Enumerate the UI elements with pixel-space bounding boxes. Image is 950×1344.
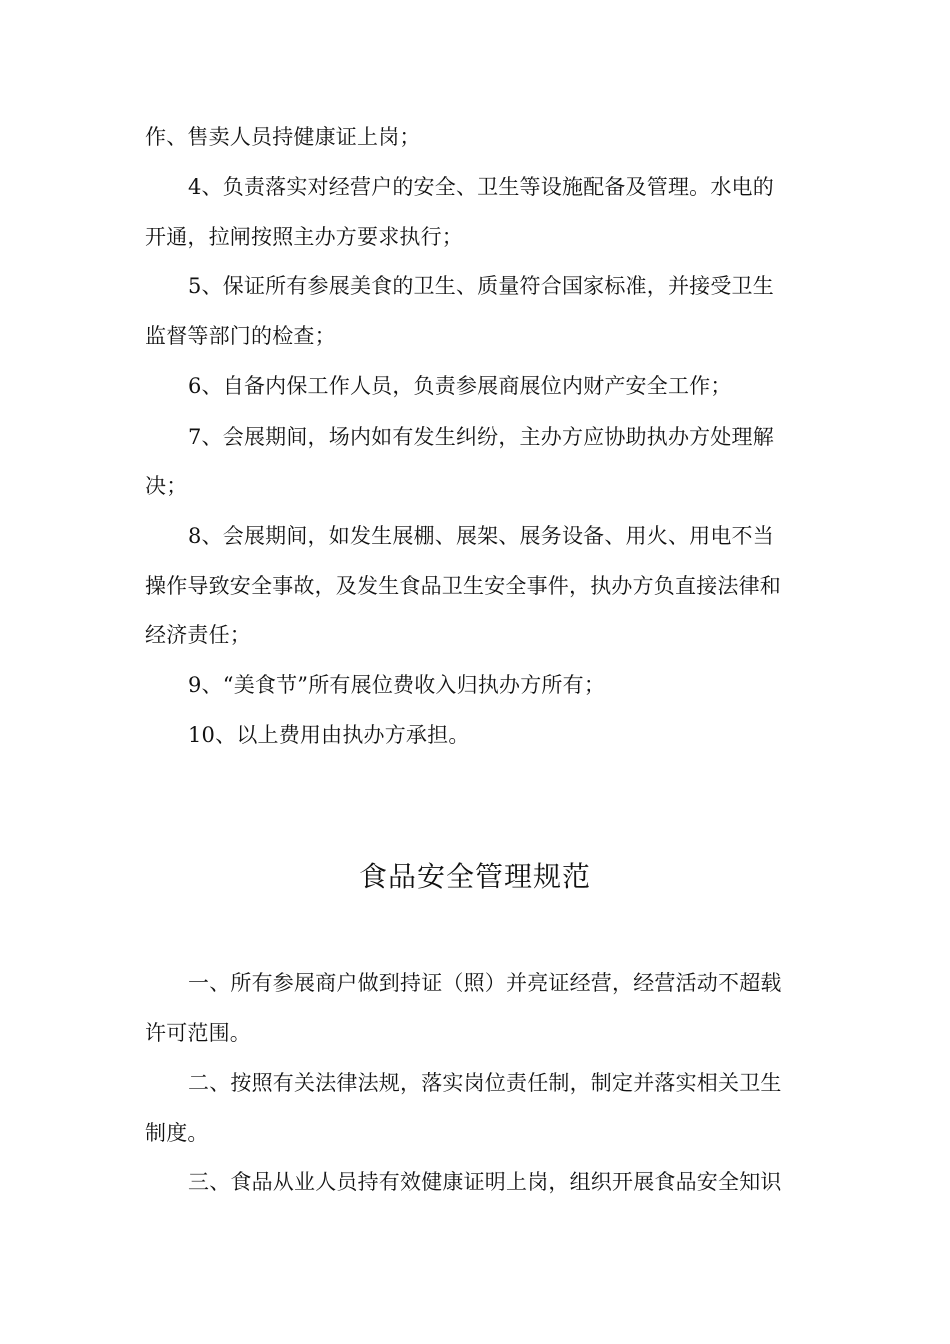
list-item-10: 10、以上费用由执办方承担。 — [188, 723, 470, 747]
rule-item-3: 三、食品从业人员持有效健康证明上岗，组织开展食品安全知识 — [188, 1170, 782, 1194]
list-item-9: 9、“美食节”所有展位费收入归执办方所有； — [188, 673, 606, 697]
list-item-7: 7、会展期间，场内如有发生纠纷，主办方应协助执办方处理解 — [188, 425, 774, 449]
body-line: 操作导致安全事故，及发生食品卫生安全事件，执办方负直接法律和 — [145, 574, 781, 598]
list-item-5: 5、保证所有参展美食的卫生、质量符合国家标准，并接受卫生 — [188, 274, 774, 298]
rule-item-2: 二、按照有关法律法规，落实岗位责任制，制定并落实相关卫生 — [188, 1071, 782, 1095]
body-line: 决； — [145, 474, 188, 498]
body-line: 许可范围。 — [145, 1021, 251, 1045]
list-item-4: 4、负责落实对经营户的安全、卫生等设施配备及管理。水电的 — [188, 175, 774, 199]
body-line: 制度。 — [145, 1121, 209, 1145]
section-title: 食品安全管理规范 — [358, 860, 591, 893]
body-line: 开通，拉闸按照主办方要求执行； — [145, 225, 463, 249]
list-item-6: 6、自备内保工作人员，负责参展商展位内财产安全工作； — [188, 374, 732, 398]
rule-item-1: 一、所有参展商户做到持证（照）并亮证经营，经营活动不超载 — [188, 971, 782, 995]
body-line: 作、售卖人员持健康证上岗； — [145, 125, 421, 149]
body-line: 监督等部门的检查； — [145, 324, 336, 348]
list-item-8: 8、会展期间，如发生展棚、展架、展务设备、用火、用电不当 — [188, 524, 774, 548]
body-line: 经济责任； — [145, 623, 251, 647]
